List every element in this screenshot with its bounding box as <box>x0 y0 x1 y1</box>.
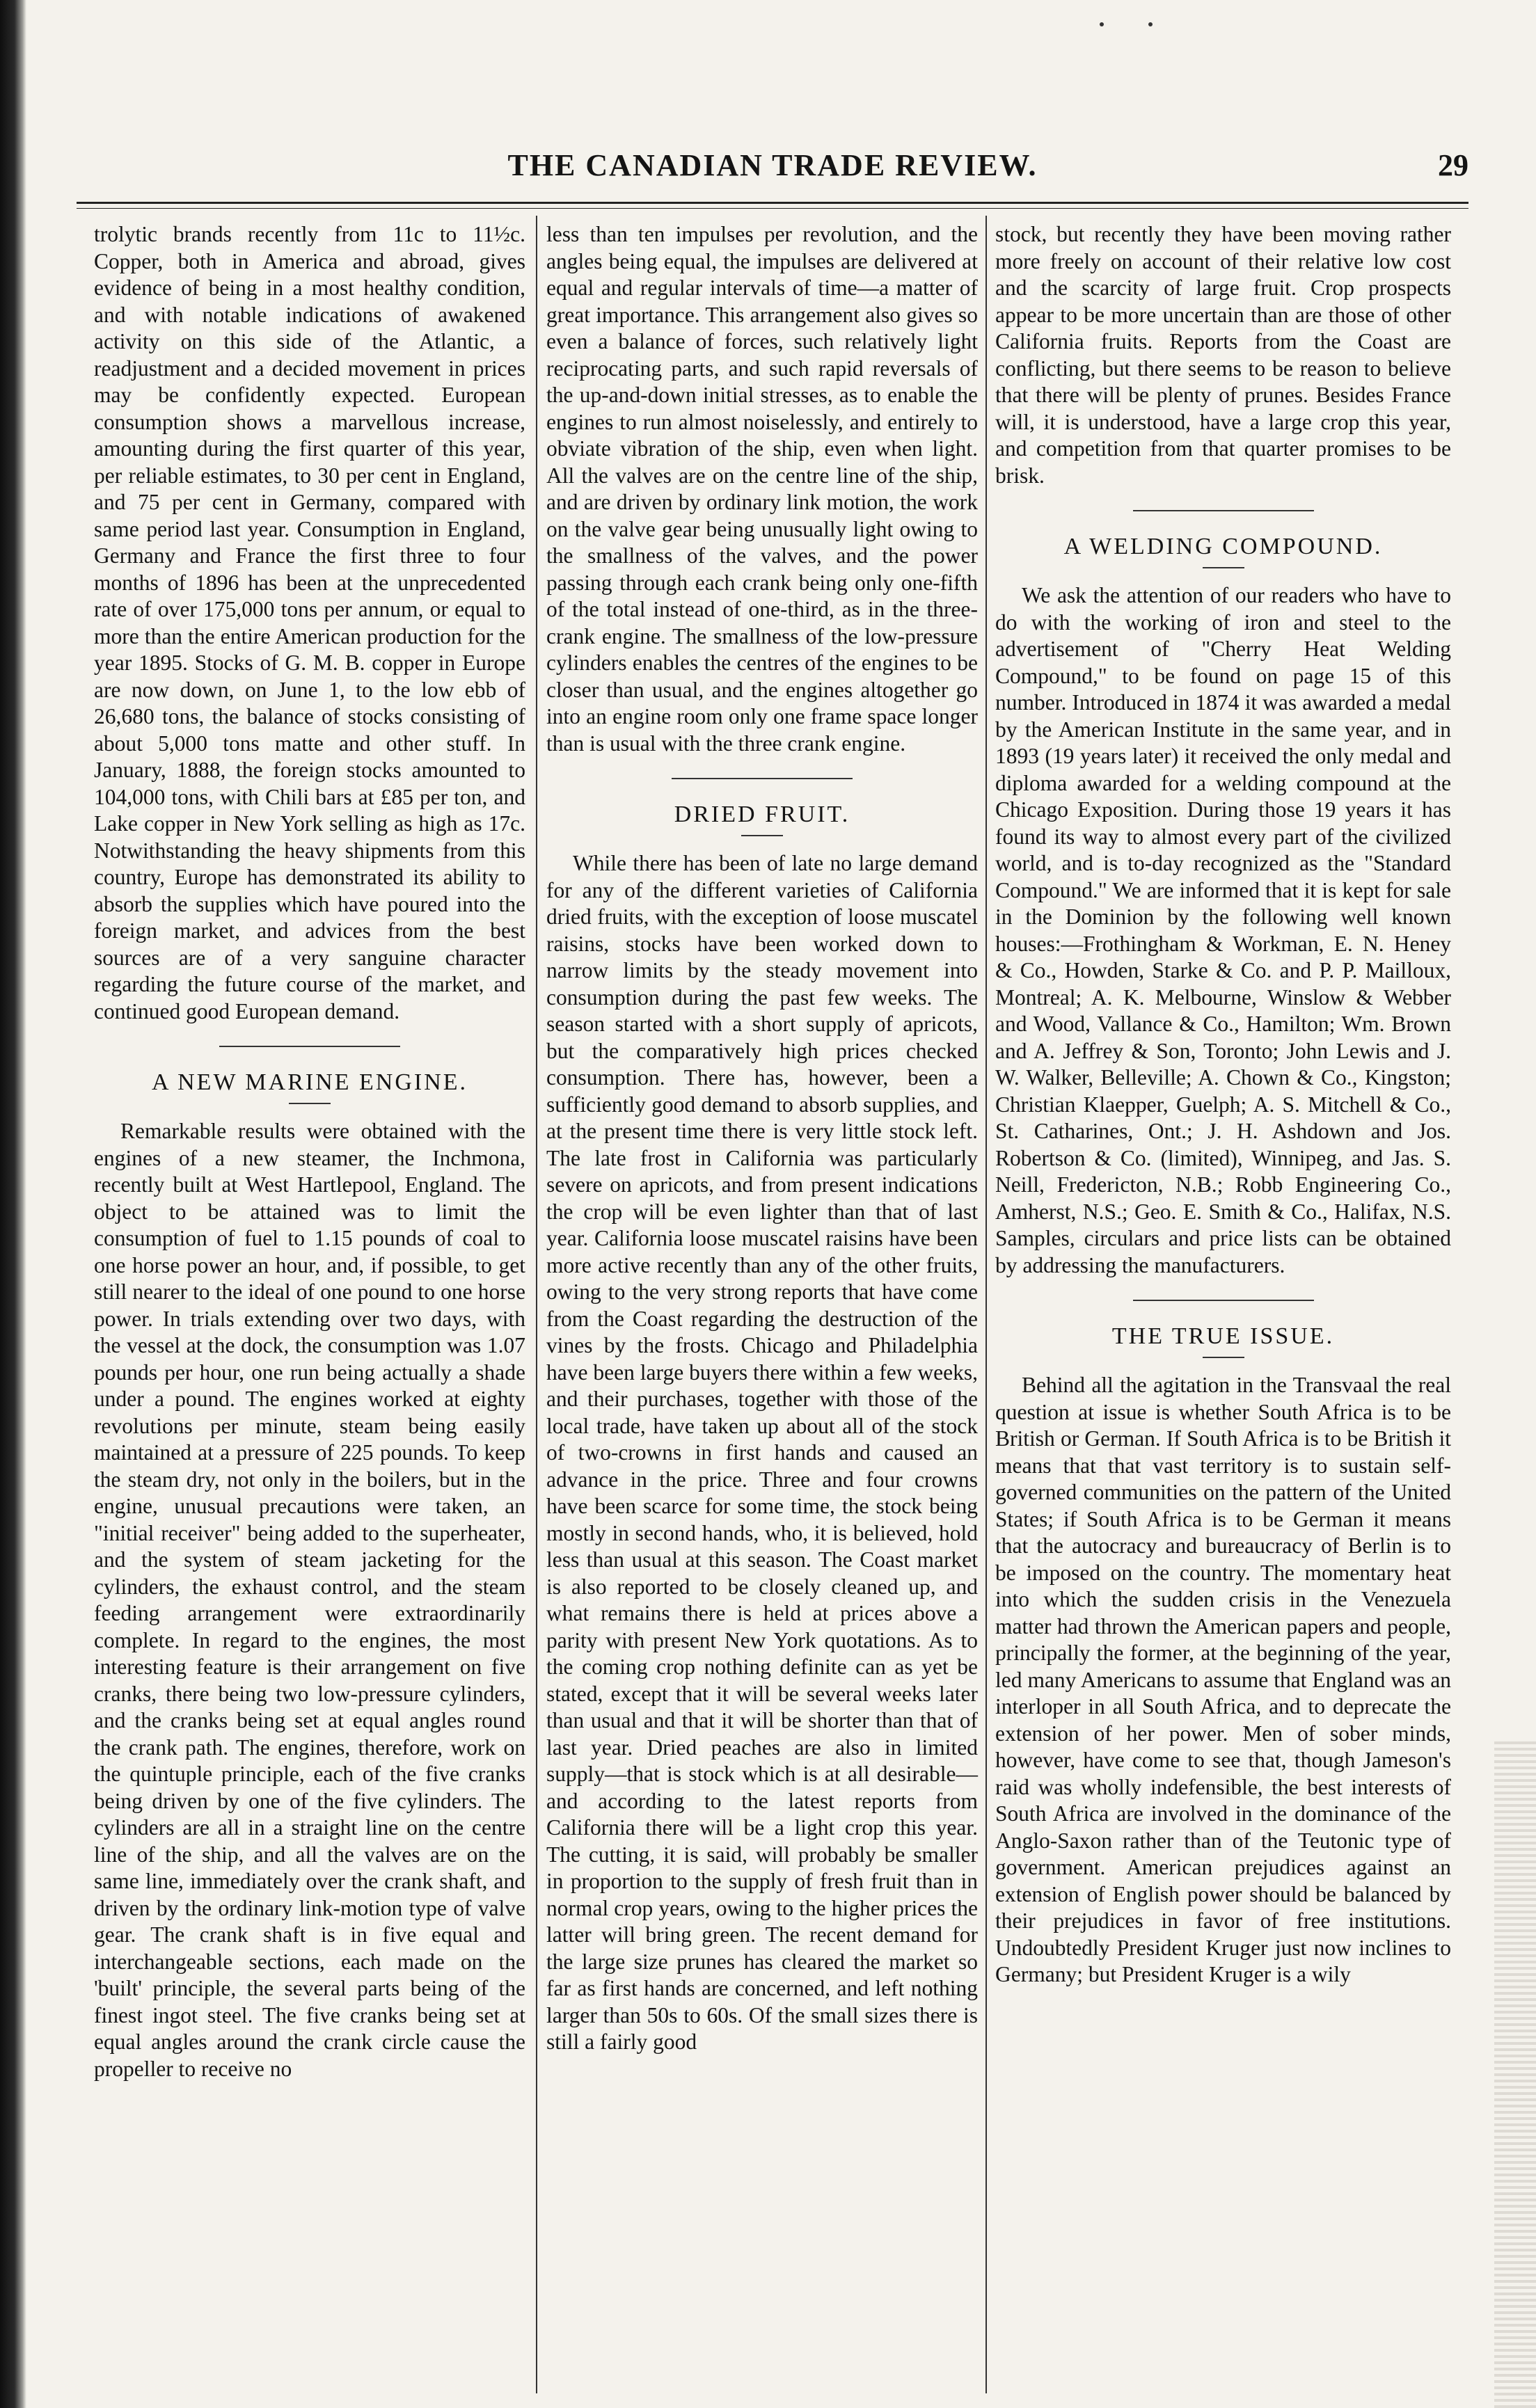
heading-rule <box>741 835 783 836</box>
heading-rule <box>289 1103 331 1104</box>
scan-speck <box>1100 22 1104 26</box>
welding-compound-heading: A WELDING COMPOUND. <box>1063 534 1383 559</box>
section-separator <box>1133 1300 1314 1301</box>
scan-right-edge-noise <box>1494 1739 1536 2408</box>
section-separator <box>1133 510 1314 511</box>
heading-rule <box>1203 1357 1244 1358</box>
column-1 <box>94 221 525 2095</box>
column-divider <box>536 216 537 2393</box>
masthead: THE CANADIAN TRADE REVIEW. <box>507 148 1038 182</box>
section-separator <box>219 1046 400 1047</box>
heading-rule <box>1203 567 1244 568</box>
section-separator <box>672 778 853 779</box>
dried-fruit-text: While there has been of late no large demand for any of the different varieties of California dried fruits, with the exception of loose muscatel raisins, stocks have been worked down to narrow limits by the steady movement into consumption during the past few weeks. The season started with a short supply of apricots, but the comparatively high prices checked consumption. There has, however, been a sufficiently good demand to absorb supplies, and at the present time there is very little stock left. The late frost in California was particularly severe on apricots, and from present indications the crop will be even lighter than that of last year. California loose muscatel raisins have been more active recently than any of the other fruits, owing to the very strong reports that have come from the Coast regarding the destruction of the vines by the frosts. Chicago and Philadelphia have been large buyers there within a few weeks, and their purchases, together with those of the local trade, have taken up about all of the stock of two-crowns in first hands and caused an advance in the price. Three and four crowns have been scarce for some time, the stock being mostly in second hands, who, it is believed, hold less than usual at this season. The Coast market is also reported to be closely cleaned up, and what remains there is held at prices above a parity with present New York quotations. As to the coming crop nothing definite can as yet be stated, except that it will be several weeks later than usual and that it will be shorter than that of last year. Dried peaches are also in limited supply—that is stock which is at all desirable—and according to the latest reports from California there will be a light crop this year. The cutting, it is said, will probably be smaller in proportion to the supply of fresh fruit than in normal crop years, owing to the higher prices the latter will bring green. The recent demand for the large size prunes has cleared the market so far as first hands are concerned, and left nothing larger than 50s to 60s. Of the small sizes there is still a fairly good <box>546 851 978 2054</box>
marine-engine-text: Remarkable results were obtained with the engines of a new steamer, the Inchmona, recently built at West Hartlepool, England. The object to be attained was to limit the consumption of fuel to 1.15 pounds of coal to one horse power an hour, and, if possible, to get still nearer to the ideal of one pound to one horse power. In trials extending over two days, with the vessel at the dock, the consumption was 1.07 pounds per hour, one run being actually a shade under a pound. The engines worked at eighty revolutions per minute, steam being easily maintained at a pressure of 225 pounds. To keep the steam dry, not only in the boilers, but in the engine, unusual precautions were taken, an "initial receiver" being added to the superheater, and the system of steam jacketing for the cylinders, the exhaust control, and the steam feeding arrangement were extraordinarily complete. In regard to the engines, the most interesting feature is their arrangement on five cranks, there being two low-pressure cylinders, and the cranks being set at equal angles round the crank path. The engines, therefore, work on the quintuple principle, each of the five cranks being driven by one of the five cylinders. The cylinders are all in a straight line on the centre line of the ship, and all the valves are on the same line, immediately over the crank shaft, and driven by the ordinary link-motion type of valve gear. The crank shaft is in five equal and interchangeable sections, each made on the 'built' principle, the several parts being of the finest ingot steel. The five cranks being set at equal angles around the crank circle cause the propeller to receive no <box>94 1119 525 2081</box>
scan-speck <box>1148 22 1153 26</box>
header-rule <box>77 202 1468 209</box>
dried-fruit-heading: DRIED FRUIT. <box>674 802 850 827</box>
true-issue-heading: THE TRUE ISSUE. <box>1111 1323 1335 1349</box>
marine-engine-continued: less than ten impulses per revolution, and the angles being equal, the impulses are delivered at equal and regular intervals of time—a matter of great importance. This arrangement also gives so even a balance of forces, such relatively light reciprocating parts, and such rapid reversals of the up-and-down initial stresses, as to enable the engines to run almost noiselessly, and entirely to obviate vibration of the ship, even when light. All the valves are on the centre line of the ship, and are driven by ordinary link motion, the work on the valve gear being unusually light owing to the smallness of the valves, and the power passing through each crank being only one-fifth of the total instead of one-third, as in the three-crank engine. The smallness of the low-pressure cylinders enables the centres of the engines to be closer than usual, and the engines altogether go into an engine room only one frame space longer than is usual with the three crank engine. <box>546 222 978 756</box>
scan-binding-edge <box>0 0 26 2408</box>
marine-engine-heading: A NEW MARINE ENGINE. <box>151 1069 468 1095</box>
true-issue-text: Behind all the agitation in the Transvaal the real question at issue is whether South Africa is to be British or German. If South Africa is to be British it means that that vast territory is to sustain self-governed communities on the pattern of the United States; if South Africa is to be German it means that the autocracy and bureaucracy of Berlin is to be imposed on the country. The momentary heat into which the sudden crisis in the Venezuela matter had thrown the American papers and people, principally the former, at the beginning of the year, led many Americans to assume that England was an interloper in all South Africa, and to deprecate the extension of her power. Men of sober minds, however, have come to see that, though Jameson's raid was wholly indefensible, the best interests of South Africa are involved in the dominance of the Anglo-Saxon rather than of the Teutonic type of government. American prejudices against an extension of English power should be balanced by their prejudices in favor of free institutions. Undoubtedly President Kruger just now inclines to Germany; but President Kruger is a wily <box>995 1373 1451 1986</box>
column-3 <box>995 221 1451 2001</box>
column-2 <box>546 221 978 2068</box>
welding-compound-text: We ask the attention of our readers who have to do with the working of iron and steel to the advertisement of "Cherry Heat Welding Compound," to be found on page 15 of this number. Introduced in 1874 it was awarded a medal by the American Institute in the same year, and in 1893 (19 years later) it received the only medal and diploma awarded for a welding compound at the Chicago Exposition. During those 19 years it has found its way to almost every part of the civilized world, and is to-day recognized as the "Standard Compound." We are informed that it is kept for sale in the Dominion by the following well known houses:—Frothingham & Workman, E. N. Heney & Co., Howden, Starke & Co. and P. P. Mailloux, Montreal; A. K. Melbourne, Winslow & Webber and Wood, Vallance & Co., Hamilton; Wm. Brown and A. Jeffrey & Son, Toronto; John Lewis and J. W. Walker, Belleville; A. Chown & Co., Kingston; Christian Klaepper, Guelph; A. S. Mitchell & Co., St. Catharines, Ont.; J. H. Ashdown and Jos. Robertson & Co. (limited), Winnipeg, and Jas. S. Neill, Fredericton, N.B.; Robb Engineering Co., Amherst, N.S.; Geo. E. Smith & Co., Halifax, N.S. Samples, circulars and price lists can be obtained by addressing the manufacturers. <box>995 583 1451 1277</box>
page-number: 29 <box>1438 148 1468 182</box>
copper-article-continued: trolytic brands recently from 11c to 11½c. Copper, both in America and abroad, gives evidence of being in a most healthy condition, and with notable indications of awakened activity on this side of the Atlantic, a readjustment and a decided movement in prices may be confidently expected. European consumption shows a marvellous increase, amounting during the first quarter of this year, per reliable estimates, to 30 per cent in England, and 75 per cent in Germany, compared with same period last year. Consumption in England, Germany and France the first three to four months of 1896 has been at the unprecedented rate of over 175,000 tons per annum, or equal to more than the entire American production for the year 1895. Stocks of G. M. B. copper in Europe are now down, on June 1, to the low ebb of 26,680 tons, the balance of stocks consisting of about 5,000 tons matte and other stuff. In January, 1888, the foreign stocks amounted to 104,000 tons, with Chili bars at £85 per ton, and Lake copper in New York selling as high as 17c. Notwithstanding the heavy shipments from this country, Europe has demonstrated its ability to absorb the supplies which have poured into the foreign market, and advices from the best sources are of a very sanguine character regarding the future course of the market, and continued good European demand. <box>94 222 525 1023</box>
dried-fruit-continued: stock, but recently they have been moving rather more freely on account of their relative low cost and the scarcity of large fruit. Crop prospects appear to be more uncertain than are those of other California fruits. Reports from the Coast are conflicting, but there seems to be reason to believe that there will be plenty of prunes. Besides France will, it is understood, have a large crop this year, and competition from that quarter promises to be brisk. <box>995 222 1451 488</box>
page-header <box>77 147 1468 196</box>
column-divider <box>985 216 987 2393</box>
